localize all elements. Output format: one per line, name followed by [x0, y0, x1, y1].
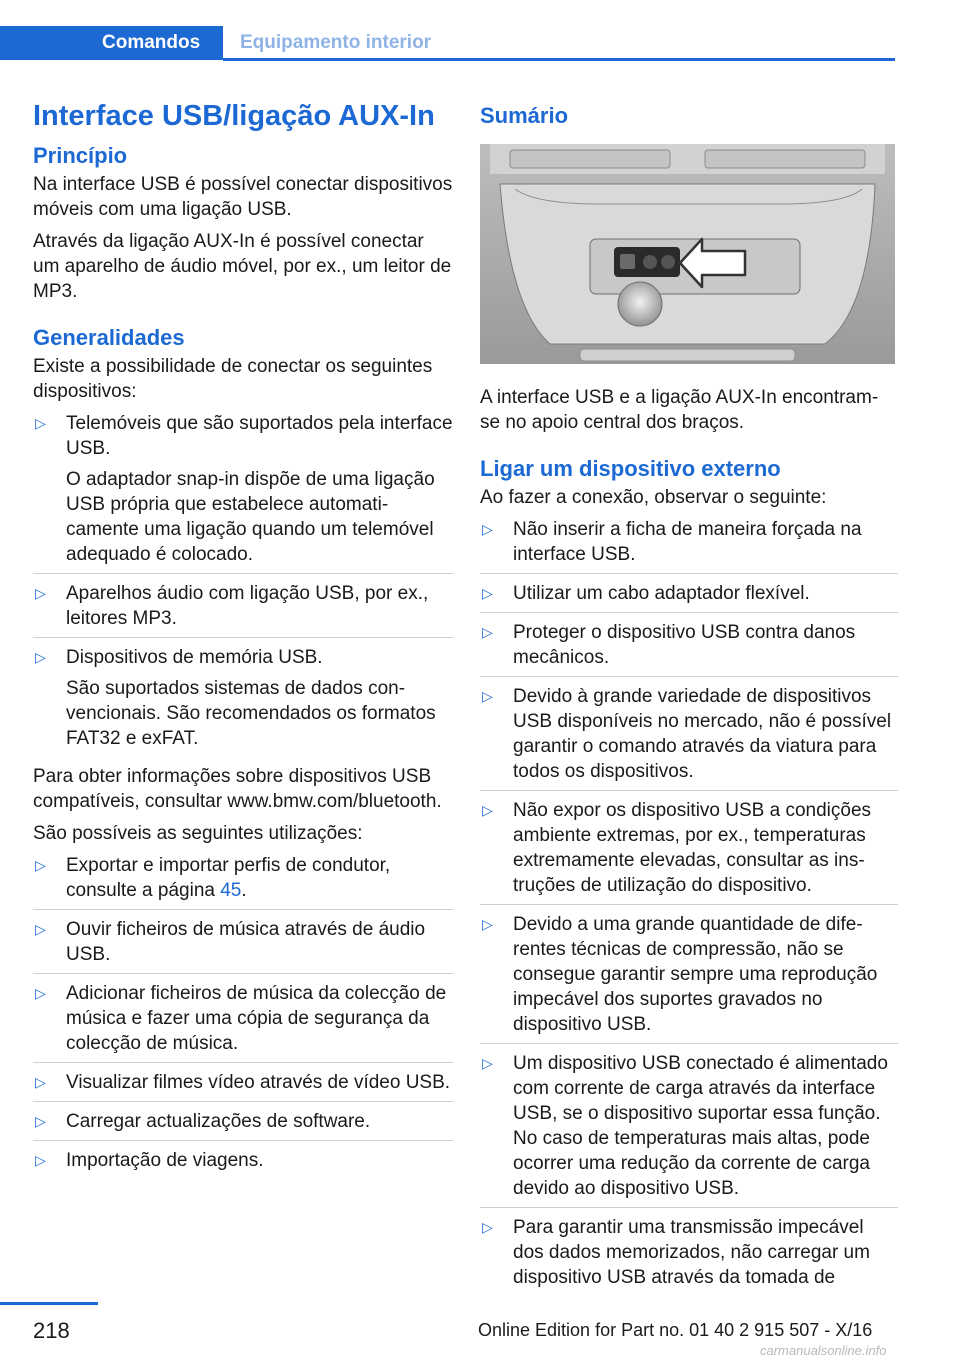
page-number: 218 — [33, 1318, 70, 1343]
list-item: ▷ Não expor os dispositivo USB a condições ambiente extremas, por ex., temperaturas extremamente elevadas, consultar as instruções de utilização do dispositivo. — [480, 798, 898, 905]
section-tab-equipamento-interior: Equipamento interior — [240, 32, 432, 53]
triangle-bullet-icon: ▷ — [35, 1074, 46, 1090]
uses-list — [33, 853, 453, 1179]
watermark: carmanualsonline.info — [760, 1343, 887, 1358]
triangle-bullet-icon: ▷ — [482, 916, 493, 932]
list-item: ▷ Para garantir uma transmissão impecável dos dados memorizados, não carregar um dispositivo USB através da tomada de — [482, 1217, 870, 1288]
usb-console-photo — [480, 144, 895, 364]
list-item: ▷ Proteger o dispositivo USB contra danos mecânicos. — [480, 620, 898, 677]
triangle-bullet-icon: ▷ — [482, 624, 493, 640]
triangle-bullet-icon: ▷ — [35, 415, 46, 431]
triangle-bullet-icon: ▷ — [35, 585, 46, 601]
triangle-bullet-icon: ▷ — [35, 985, 46, 1001]
triangle-bullet-icon: ▷ — [35, 649, 46, 665]
list-item: ▷ Utilizar um cabo adaptador flexível. — [480, 581, 898, 613]
section-tab-comandos: Comandos — [0, 26, 223, 60]
paragraph: Existe a possibilidade de conectar os seguintes dispositivos: — [33, 356, 433, 402]
triangle-bullet-icon: ▷ — [35, 857, 46, 873]
triangle-bullet-icon: ▷ — [482, 802, 493, 818]
triangle-bullet-icon: ▷ — [482, 1219, 493, 1235]
list-item: ▷ Ouvir ficheiros de música através de áudio USB. — [33, 917, 453, 974]
triangle-bullet-icon: ▷ — [35, 921, 46, 937]
paragraph: Na interface USB é possível conectar dispositivos móveis com uma ligação USB. — [33, 174, 453, 220]
footer-rule — [0, 1302, 98, 1305]
edition-note: Online Edition for Part no. 01 40 2 915 507 - X/16 — [478, 1320, 873, 1340]
page-header — [0, 26, 895, 60]
list-item: ▷ Um dispositivo USB conectado é alimentado com corrente de carga através da interface USB, se o dispositivo suportar essa função. No caso de temperaturas mais altas, pode ocorrer uma redução da corrente de carga devido ao dispositivo USB. — [480, 1051, 898, 1208]
heading-sumario: Sumário — [480, 103, 569, 128]
heading-principio: Princípio — [33, 143, 128, 168]
left-column — [33, 100, 453, 1186]
devices-list — [33, 411, 453, 757]
list-item: ▷ Dispositivos de memória USB. São suportados sistemas de dados convencionais. São recomendados os formatos FAT32 e exFAT. — [35, 647, 436, 749]
list-item: ▷ Devido à grande variedade de dispositivos USB disponíveis no mercado, não é possível garantir o comando através da viatura para todos os dispositivos. — [480, 684, 898, 791]
page-reference-link[interactable]: 45 — [220, 880, 242, 901]
paragraph: São possíveis as seguintes utilizações: — [33, 823, 363, 844]
list-item: ▷ Não inserir a ficha de maneira forçada na interface USB. — [480, 517, 898, 574]
triangle-bullet-icon: ▷ — [35, 1113, 46, 1129]
list-item: ▷ Carregar actualizações de software. — [33, 1109, 453, 1141]
triangle-bullet-icon: ▷ — [482, 688, 493, 704]
figure-caption: A interface USB e a ligação AUX-In encontram-se no apoio central dos braços. — [480, 387, 879, 433]
list-item: ▷ Visualizar filmes vídeo através de vídeo USB. — [33, 1070, 453, 1102]
connection-notes-list — [480, 517, 898, 1296]
heading-generalidades: Generalidades — [33, 325, 185, 350]
page-title: Interface USB/ligação AUX-In — [33, 100, 435, 132]
triangle-bullet-icon: ▷ — [35, 1152, 46, 1168]
list-item: ▷ Adicionar ficheiros de música da colecção de música e fazer uma cópia de segurança da colecção de música. — [33, 981, 453, 1063]
list-item: ▷ Telemóveis que são suportados pela interface USB. O adaptador snap-in dispõe de uma ligação USB própria que estabelece automaticamente uma ligação quando um telemóvel adequado é colocado. — [33, 411, 453, 574]
list-item: ▷ Importação de viagens. — [35, 1150, 264, 1171]
heading-ligar-dispositivo: Ligar um dispositivo externo — [480, 456, 781, 481]
list-item: ▷ Devido a uma grande quantidade de diferentes técnicas de compressão, não se consegue garantir sempre uma reprodução impecável dos suportes gravados no dispositivo USB. — [480, 912, 898, 1044]
triangle-bullet-icon: ▷ — [482, 1055, 493, 1071]
header-rule — [223, 58, 895, 61]
paragraph: Através da ligação AUX-In é possível conectar um aparelho de áudio móvel, por ex., um leitor de MP3. — [33, 231, 452, 302]
list-item: ▷ Aparelhos áudio com ligação USB, por ex., leitores MP3. — [33, 581, 453, 638]
paragraph: Para obter informações sobre dispositivos USB compatíveis, consultar www.bmw.com/bluetooth. — [33, 766, 442, 812]
triangle-bullet-icon: ▷ — [482, 585, 493, 601]
triangle-bullet-icon: ▷ — [482, 521, 493, 537]
right-column — [480, 100, 898, 1303]
paragraph: Ao fazer a conexão, observar o seguinte: — [480, 487, 827, 508]
list-item: ▷ Exportar e importar perfis de condutor, consulte a página 45. — [33, 853, 453, 910]
